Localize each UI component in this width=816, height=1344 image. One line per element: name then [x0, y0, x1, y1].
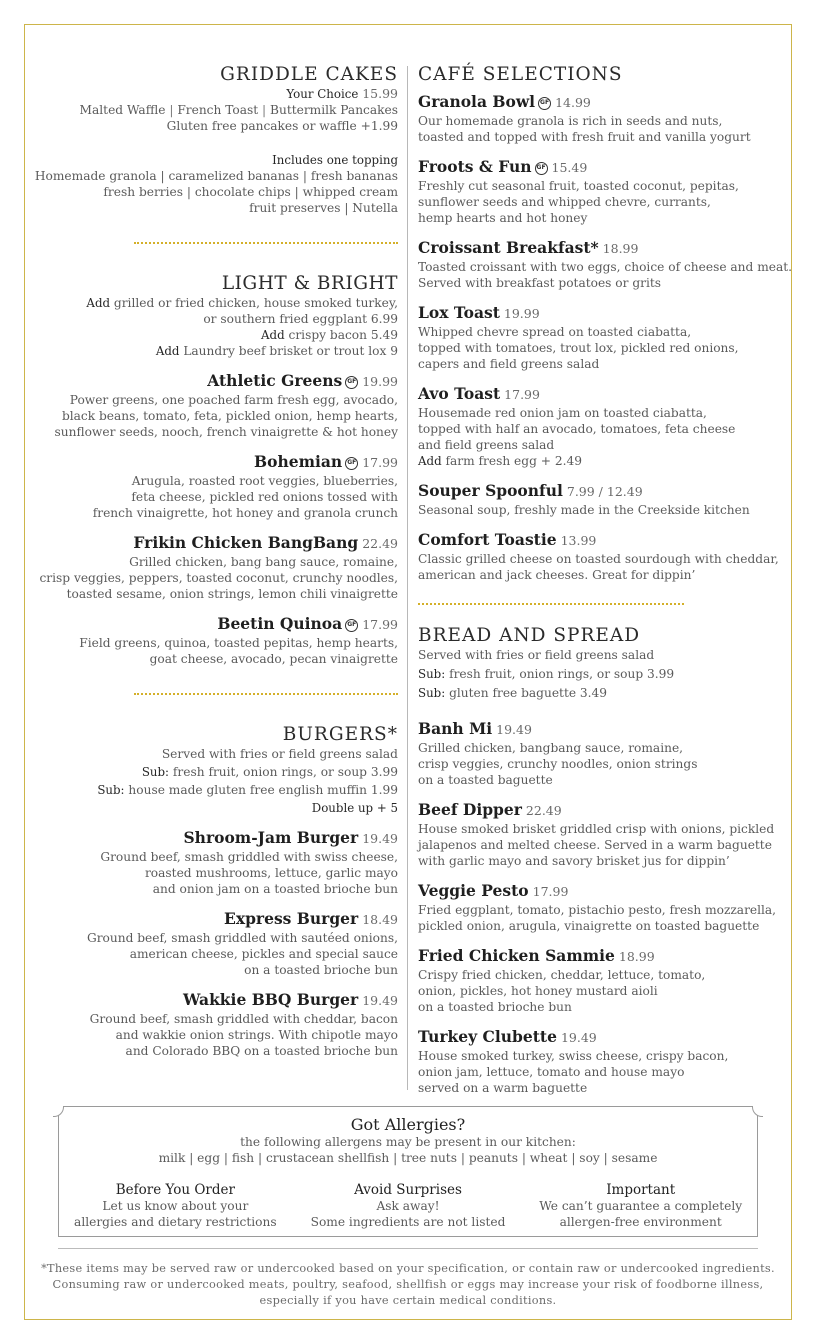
allergy-col-before-order: Before You Order Let us know about your allergies and dietary restrictions — [74, 1182, 277, 1229]
item-name: Shroom-Jam Burger — [183, 828, 359, 847]
allergy-title: Got Allergies? — [350, 1115, 466, 1134]
column-divider — [407, 66, 408, 1090]
right-column — [418, 64, 793, 1096]
cafe-title: CAFÉ SELECTIONS — [418, 64, 623, 85]
item-price: 22.49 — [525, 803, 562, 818]
menu-item-turkey-clubette: Turkey Clubette 19.49 House smoked turkey, swiss cheese, crispy bacon, onion jam, lettuce, tomato and house mayo served on a warm baguette — [418, 1027, 729, 1095]
menu-item-fried-chicken-sammie: Fried Chicken Sammie 18.99 Crispy fried chicken, cheddar, lettuce, tomato, onion, pickles, hot honey mustard aioli on a toasted brioche bun — [418, 946, 706, 1014]
item-name: Athletic Greens — [207, 371, 343, 390]
left-column — [30, 64, 398, 1059]
burgers-title: BURGERS* — [282, 724, 398, 745]
item-price: 19.49 — [362, 993, 398, 1008]
item-name: Avo Toast — [418, 384, 501, 403]
menu-item-express-burger: Express Burger 18.49 Ground beef, smash griddled with sautéed onions, american cheese, pickles and special sauce on a toasted brioche bun — [86, 909, 398, 977]
item-price: 18.99 — [618, 949, 655, 964]
allergy-columns — [59, 1182, 757, 1230]
toppings-line: fruit preserves | Nutella — [249, 201, 398, 215]
menu-item-wakkie-bbq: Wakkie BBQ Burger 19.49 Ground beef, smash griddled with cheddar, bacon and wakkie onion strings. With chipotle mayo and Colorado BBQ on a toasted brioche bun — [89, 990, 398, 1058]
gluten-free-icon: GF — [538, 97, 551, 110]
item-price: 18.99 — [602, 241, 639, 256]
item-price: 14.99 — [555, 95, 591, 110]
item-price: 19.49 — [560, 1030, 597, 1045]
item-name: Froots & Fun — [418, 157, 532, 176]
griddle-section — [30, 64, 398, 216]
topping-label: Includes one topping — [272, 153, 398, 167]
menu-item-banh-mi: Banh Mi 19.49 Grilled chicken, bangbang sauce, romaine, crisp veggies, crunchy noodles, onion strings on a toasted baguette — [418, 719, 698, 787]
menu-item-beetin-quinoa: Beetin Quinoa GF 17.99 Field greens, quinoa, toasted pepitas, hemp hearts, goat cheese, avocado, pecan vinaigrette — [79, 614, 398, 666]
disclaimer: *These items may be served raw or undercooked based on your specification, or contain raw or undercooked ingredients. Consuming raw or undercooked meats, poultry, seafood, shellfish or eggs may increase your risk of foodborne illness, especially if you have certain medical conditions. — [41, 1262, 775, 1307]
dotted-divider — [134, 693, 398, 695]
light-title: LIGHT & BRIGHT — [221, 273, 398, 294]
bread-title: BREAD AND SPREAD — [418, 625, 641, 646]
item-price: 19.99 — [503, 306, 540, 321]
choice-price: 15.99 — [362, 86, 398, 101]
menu-item-souper-spoonful: Souper Spoonful 7.99 / 12.49 Seasonal soup, freshly made in the Creekside kitchen — [418, 481, 750, 517]
item-name: Bohemian — [254, 452, 343, 471]
item-price: 13.99 — [560, 533, 597, 548]
bread-section: BREAD AND SPREAD Served with fries or field greens salad Sub: fresh fruit, onion rings, or soup 3.99 Sub: gluten free baguette 3.49 Banh Mi 19.49 Grilled chicken, bangbang sauce, romaine, crisp veggies, crunchy noodles, onion strings on a toasted baguette Beef Dipper 22.49 House smoked brisket griddled crisp with onions, pickled jalapenos and melted cheese. Served in a warm baguette with garlic mayo and savory brisket jus for dippin’ Veggie Pesto 17.99 Fried eggplant, tomato, pistachio pesto, fresh mozzarella, pickled onion, arugula, vinaigrette on toasted baguette Fried Chicken Sammie 18.99 Crispy fried chicken, cheddar, lettuce, tomato, onion, pickles, hot honey mustard aioli on a toasted brioche bun Turkey Clubette 19.49 House smoked turkey, swiss cheese, crispy bacon, onion jam, lettuce, tomato and house mayo served on a warm baguette — [418, 625, 777, 1095]
griddle-title: GRIDDLE CAKES — [220, 64, 398, 85]
choice-label: Your Choice — [286, 87, 359, 101]
menu-item-croissant: Croissant Breakfast* 18.99 Toasted croissant with two eggs, choice of cheese and meat. Served with breakfast potatoes or grits — [418, 238, 793, 290]
item-name: Fried Chicken Sammie — [418, 946, 615, 965]
menu-item-veggie-pesto: Veggie Pesto 17.99 Fried eggplant, tomato, pistachio pesto, fresh mozzarella, pickled onion, arugula, vinaigrette on toasted baguette — [418, 881, 777, 933]
item-name: Lox Toast — [418, 303, 500, 322]
item-price: 15.49 — [551, 160, 588, 175]
dotted-divider — [418, 603, 684, 605]
item-name: Souper Spoonful — [418, 481, 563, 500]
menu-item-lox-toast: Lox Toast 19.99 Whipped chevre spread on toasted ciabatta, topped with tomatoes, trout lox, pickled red onions, capers and field greens salad — [418, 303, 739, 371]
item-price: 17.99 — [362, 455, 398, 470]
toppings-line: fresh berries | chocolate chips | whipped cream — [103, 185, 398, 199]
dotted-divider — [134, 242, 398, 244]
item-name: Veggie Pesto — [418, 881, 529, 900]
item-price: 19.49 — [362, 831, 398, 846]
item-name: Wakkie BBQ Burger — [182, 990, 359, 1009]
cafe-section — [418, 64, 793, 583]
item-price: 19.49 — [496, 722, 532, 737]
allergy-box — [58, 1106, 758, 1237]
gluten-free-icon: GF — [345, 376, 358, 389]
menu-item-avo-toast: Avo Toast 17.99 Housemade red onion jam on toasted ciabatta, topped with half an avocado, tomatoes, feta cheese and field greens salad Add farm fresh egg + 2.49 — [418, 384, 736, 468]
menu-item-froots-fun: Froots & Fun GF 15.49 Freshly cut seasonal fruit, toasted coconut, pepitas, sunflower seeds and whipped chevre, currants, hemp hearts and hot honey — [418, 157, 739, 225]
item-name: Frikin Chicken BangBang — [133, 533, 359, 552]
menu-item-comfort-toastie: Comfort Toastie 13.99 Classic grilled cheese on toasted sourdough with cheddar, american and jack cheeses. Great for dippin’ — [418, 530, 779, 582]
double-up: Double up + 5 — [311, 801, 398, 815]
item-price: 18.49 — [362, 912, 398, 927]
toppings-line: Homemade granola | caramelized bananas | fresh bananas — [34, 169, 398, 183]
menu-item-shroom-jam: Shroom-Jam Burger 19.49 Ground beef, smash griddled with swiss cheese, roasted mushrooms, lettuce, garlic mayo and onion jam on a toasted brioche bun — [100, 828, 398, 896]
item-name: Comfort Toastie — [418, 530, 557, 549]
item-name: Granola Bowl — [418, 92, 536, 111]
menu-item-bohemian: Bohemian GF 17.99 Arugula, roasted root veggies, blueberries, feta cheese, pickled red onions tossed with french vinaigrette, hot honey and granola crunch — [92, 452, 398, 520]
menu-item-granola-bowl: Granola Bowl GF 14.99 Our homemade granola is rich in seeds and nuts, toasted and topped with fresh fruit and vanilla yogurt — [418, 92, 751, 144]
item-price: 19.99 — [362, 374, 398, 389]
item-price: 7.99 / 12.49 — [566, 484, 643, 499]
item-price: 17.99 — [532, 884, 569, 899]
footer-divider — [58, 1248, 758, 1249]
menu-item-beef-dipper: Beef Dipper 22.49 House smoked brisket griddled crisp with onions, pickled jalapenos and melted cheese. Served in a warm baguette with garlic mayo and savory brisket jus for dippin’ — [418, 800, 775, 868]
item-name: Croissant Breakfast* — [418, 238, 599, 257]
gluten-free-icon: GF — [535, 162, 548, 175]
light-section: LIGHT & BRIGHT Add grilled or fried chicken, house smoked turkey, or southern fried eggplant 6.99 Add crispy bacon 5.49 Add Laundry beef brisket or trout lox 9 Athletic Greens GF 19.99 Power greens, one poached farm fresh egg, avocado, black beans, tomato, feta, pickled onion, hemp hearts, sunflower seeds, nooch, french vinaigrette & hot honey Bohemian GF 17.99 Arugula, roasted root veggies, blueberries, feta cheese, pickled red onions tossed with french vinaigrette, hot honey and granola crunch Frikin Chicken BangBang 22.49 Grilled chicken, bang bang sauce, romaine, crisp veggies, peppers, toasted coconut, crunchy noodles, toasted sesame, onion strings, lemon chili vinaigrette Beetin Quinoa GF 17.99 Field greens, quinoa, toasted pepitas, hemp hearts, goat cheese, avocado, pecan vinaigrette — [30, 273, 398, 667]
allergen-list: milk | egg | fish | crustacean shellfish | tree nuts | peanuts | wheat | soy | sesame — [158, 1151, 658, 1165]
gluten-free-icon: GF — [345, 457, 358, 470]
menu-item-frikin-chicken: Frikin Chicken BangBang 22.49 Grilled chicken, bang bang sauce, romaine, crisp veggies, peppers, toasted coconut, crunchy noodles, toasted sesame, onion strings, lemon chili vinaigrette — [39, 533, 398, 601]
griddle-options: Malted Waffle | French Toast | Buttermilk Pancakes — [79, 103, 398, 117]
gluten-free-icon: GF — [345, 619, 358, 632]
allergy-col-avoid-surprises: Avoid Surprises Ask away! Some ingredients are not listed — [310, 1182, 506, 1229]
item-name: Express Burger — [224, 909, 359, 928]
gluten-free-line: Gluten free pancakes or waffle +1.99 — [166, 119, 398, 133]
item-name: Beetin Quinoa — [217, 614, 343, 633]
item-price: 17.99 — [362, 617, 398, 632]
item-price: 17.99 — [504, 387, 540, 402]
allergy-col-important: Important We can’t guarantee a completely allergen-free environment — [539, 1182, 743, 1229]
item-name: Beef Dipper — [418, 800, 522, 819]
menu-item-athletic-greens: Athletic Greens GF 19.99 Power greens, one poached farm fresh egg, avocado, black beans, tomato, feta, pickled onion, hemp hearts, sunflower seeds, nooch, french vinaigrette & hot honey — [54, 371, 398, 439]
item-name: Banh Mi — [418, 719, 493, 738]
burgers-section: BURGERS* Served with fries or field greens salad Sub: fresh fruit, onion rings, or soup 3.99 Sub: house made gluten free english muffin 1.99 Double up + 5 Shroom-Jam Burger 19.49 Ground beef, smash griddled with swiss cheese, roasted mushrooms, lettuce, garlic mayo and onion jam on a toasted brioche bun Express Burger 18.49 Ground beef, smash griddled with sautéed onions, american cheese, pickles and special sauce on a toasted brioche bun Wakkie BBQ Burger 19.49 Ground beef, smash griddled with cheddar, bacon and wakkie onion strings. With chipotle mayo and Colorado BBQ on a toasted brioche bun — [30, 724, 398, 1059]
item-name: Turkey Clubette — [418, 1027, 557, 1046]
item-price: 22.49 — [362, 536, 398, 551]
allergy-subtitle: the following allergens may be present in our kitchen: — [240, 1135, 576, 1149]
